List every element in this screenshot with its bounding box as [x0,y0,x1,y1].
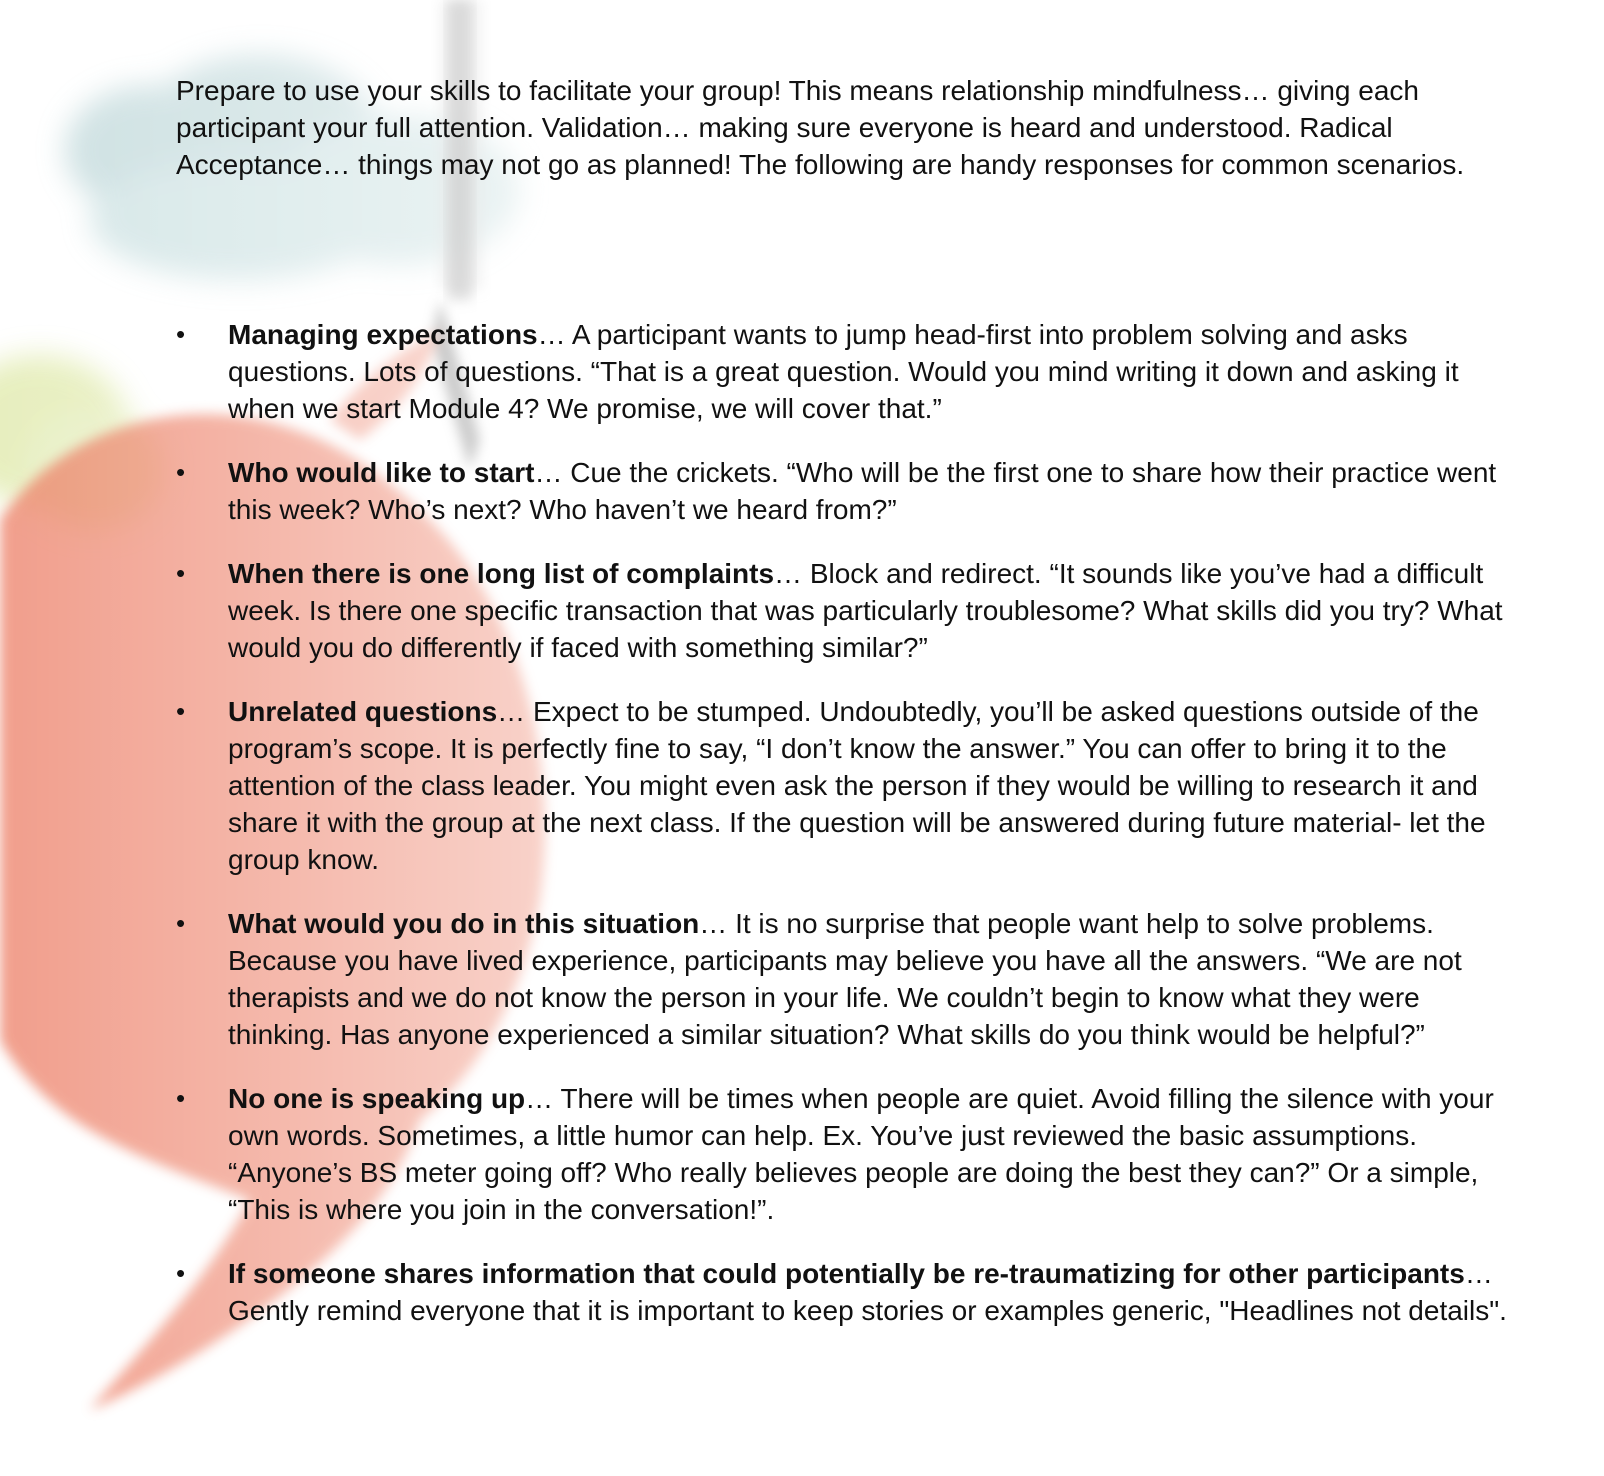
tip-title: No one is speaking up [228,1083,526,1114]
bullet-icon: • [176,1258,186,1288]
bullet-icon: • [176,1083,186,1113]
tip-title: Who would like to start [228,457,535,488]
bullet-icon: • [176,457,186,487]
list-item [176,1255,1516,1329]
tip-title: Managing expectations [228,319,538,350]
list-item [176,454,1516,528]
tips-list [176,316,1516,1356]
list-item [176,1080,1516,1228]
list-item [176,316,1516,427]
intro-paragraph: Prepare to use your skills to facilitate your group! This means relationship mindfulness… giving each participant your full attention. Validation… making sure everyone is heard and understood. Radical Acceptance… things may not go as planned! The following are handy responses for common scenarios. [176,75,1465,180]
list-item [176,693,1516,878]
bullet-icon: • [176,696,186,726]
tip-title: Unrelated questions [228,696,498,727]
tip-body: … Expect to be stumped. Undoubtedly, you’ll be asked questions outside of the program’s scope. It is perfectly fine to say, “I don’t know the answer.” You can offer to bring it to the attention of the class leader. You might even ask the person if they would be willing to research it and share it with the group at the next class. If the question will be answered during future material- let the group know. [228,696,1486,875]
tip-body: … It is no surprise that people want help to solve problems. Because you have lived experience, participants may believe you have all the answers. “We are not therapists and we do not know the person in your life. We couldn’t begin to know what they were thinking. Has anyone experienced a similar situation? What skills do you think would be helpful?” [228,908,1462,1050]
tip-title: If someone shares information that could potentially be re-traumatizing for other participants [228,1258,1465,1289]
tip-body: … There will be times when people are quiet. Avoid filling the silence with your own words. Sometimes, a little humor can help. Ex. You’ve just reviewed the basic assumptions. “Anyone’s BS meter going off? Who really believes people are doing the best they can?” Or a simple, “This is where you join in the conversation!”. [228,1083,1494,1225]
tip-body: … Cue the crickets. “Who will be the first one to share how their practice went this week? Who’s next? Who haven’t we heard from?” [228,457,1497,525]
tip-title: When there is one long list of complaints [228,558,775,589]
tip-title: What would you do in this situation [228,908,700,939]
tip-body: … A participant wants to jump head-first into problem solving and asks questions. Lots of questions. “That is a great question. Would you mind writing it down and asking it when we start Module 4? We promise, we will cover that.” [228,319,1459,424]
list-item [176,905,1516,1053]
tip-body: … Block and redirect. “It sounds like you’ve had a difficult week. Is there one specific transaction that was particularly troublesome? What skills did you try? What would you do differently if faced with something similar?” [228,558,1503,663]
bullet-icon: • [176,319,186,349]
bullet-icon: • [176,908,186,938]
document-body [176,72,1516,1326]
bullet-icon: • [176,558,186,588]
tip-body: … Gently remind everyone that it is important to keep stories or examples generic, "Headlines not details". [228,1258,1507,1326]
list-item [176,555,1516,666]
